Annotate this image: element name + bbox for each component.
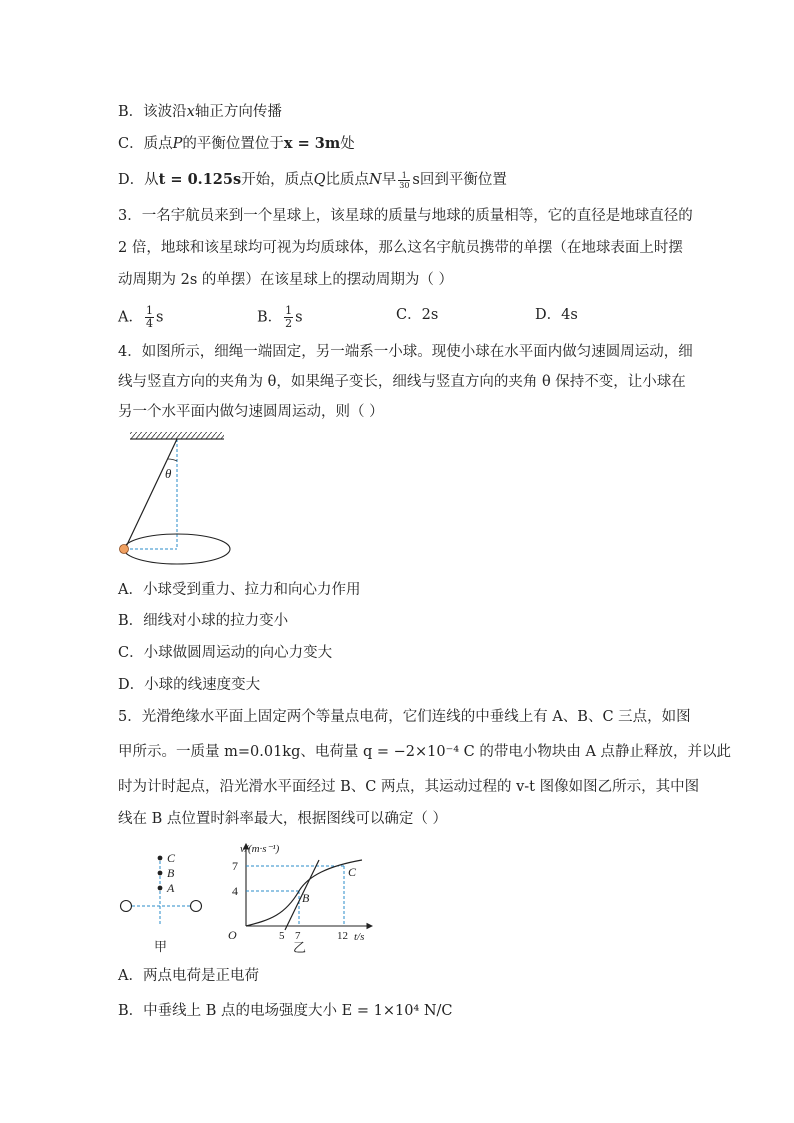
point-a xyxy=(158,886,163,891)
theta-label: θ xyxy=(165,466,172,481)
string xyxy=(125,439,177,549)
q5-option-a: A．两点电荷是正电荷 xyxy=(118,968,259,984)
svg-text:A: A xyxy=(167,881,175,895)
q5-stem-line-2: 甲所示。一质量 m=0.01kg、电荷量 q = −2×10⁻⁴ C 的带电小物块由 A 点静止释放，并以此 xyxy=(118,744,732,760)
q4-stem-line-3: 另一个水平面内做匀速圆周运动，则（ ） xyxy=(118,404,384,420)
ball xyxy=(120,545,129,554)
q4-stem-line-2: 线与竖直方向的夹角为 θ，如果绳子变长，细线与竖直方向的夹角 θ 保持不变，让小球在 xyxy=(118,374,686,390)
q3-option-c: C．2s xyxy=(396,307,439,323)
q3-option-d: D．4s xyxy=(535,307,578,323)
figure-jia-charges xyxy=(112,846,212,956)
q4-option-c: C．小球做圆周运动的向心力变大 xyxy=(118,645,333,661)
q3-stem-line-2: 2 倍，地球和该星球均可视为均质球体，那么这名宇航员携带的单摆（在地球表面上时摆 xyxy=(118,240,683,256)
q4-stem-line-1: 4．如图所示，细绳一端固定，另一端系一小球。现使小球在水平面内做匀速圆周运动，细 xyxy=(118,344,693,360)
point-c-label: C xyxy=(348,865,357,879)
svg-text:B: B xyxy=(167,866,175,880)
charge-right xyxy=(191,901,202,912)
point-b xyxy=(158,871,163,876)
point-c xyxy=(158,856,163,861)
q3-stem-line-3: 动周期为 2s 的单摆）在该星球上的摆动周期为（ ） xyxy=(118,272,453,288)
x-axis-label: t/s xyxy=(354,931,365,943)
y-tick-4: 4 xyxy=(232,884,238,898)
q5-stem-line-3: 时为计时起点，沿光滑水平面经过 B、C 两点，其运动过程的 v-t 图像如图乙所示，其中图 xyxy=(118,779,700,795)
q5-stem-line-4: 线在 B 点位置时斜率最大，根据图线可以确定（ ） xyxy=(118,811,447,827)
q4-option-b: B．细线对小球的拉力变小 xyxy=(118,613,289,629)
q5-stem-line-1: 5．光滑绝缘水平面上固定两个等量点电荷，它们连线的中垂线上有 A、B、C 三点，如图 xyxy=(118,709,691,725)
q5-option-b: B．中垂线上 B 点的电场强度大小 E = 1×10⁴ N/C xyxy=(118,1003,453,1019)
x-tick-5: 5 xyxy=(279,930,285,942)
q2-option-d: D．从t = 0.125s开始，质点Q比质点N早 $\frac{1}{30}$ s回到平衡位置 xyxy=(118,170,507,190)
pendulum-figure xyxy=(110,428,240,568)
origin-label: O xyxy=(228,928,237,942)
q2-option-c: C．质点P的平衡位置位于x = 3m处 xyxy=(118,135,355,152)
y-tick-7: 7 xyxy=(232,859,238,873)
q3-option-a: A． $\frac{1}{4}$ s xyxy=(118,304,164,330)
charge-left xyxy=(121,901,132,912)
point-b-label: B xyxy=(302,891,310,905)
q4-option-a: A．小球受到重力、拉力和向心力作用 xyxy=(118,582,361,598)
x-tick-12: 12 xyxy=(337,930,348,942)
caption-yi: 乙 xyxy=(293,940,307,955)
q4-option-d: D．小球的线速度变大 xyxy=(118,677,261,693)
svg-text:C: C xyxy=(167,851,176,865)
q2-option-b: B．该波沿x轴正方向传播 xyxy=(118,104,282,120)
figure-yi-vt-graph xyxy=(220,838,380,958)
ceiling xyxy=(130,432,224,439)
x-tick-7: 7 xyxy=(295,930,301,942)
caption-jia: 甲 xyxy=(154,939,168,954)
q3-stem-line-1: 3．一名宇航员来到一个星球上，该星球的质量与地球的质量相等，它的直径是地球直径的 xyxy=(118,208,693,224)
q3-option-b: B． $\frac{1}{2}$ s xyxy=(257,304,303,330)
y-axis-label: v/(m·s⁻¹) xyxy=(240,843,280,855)
